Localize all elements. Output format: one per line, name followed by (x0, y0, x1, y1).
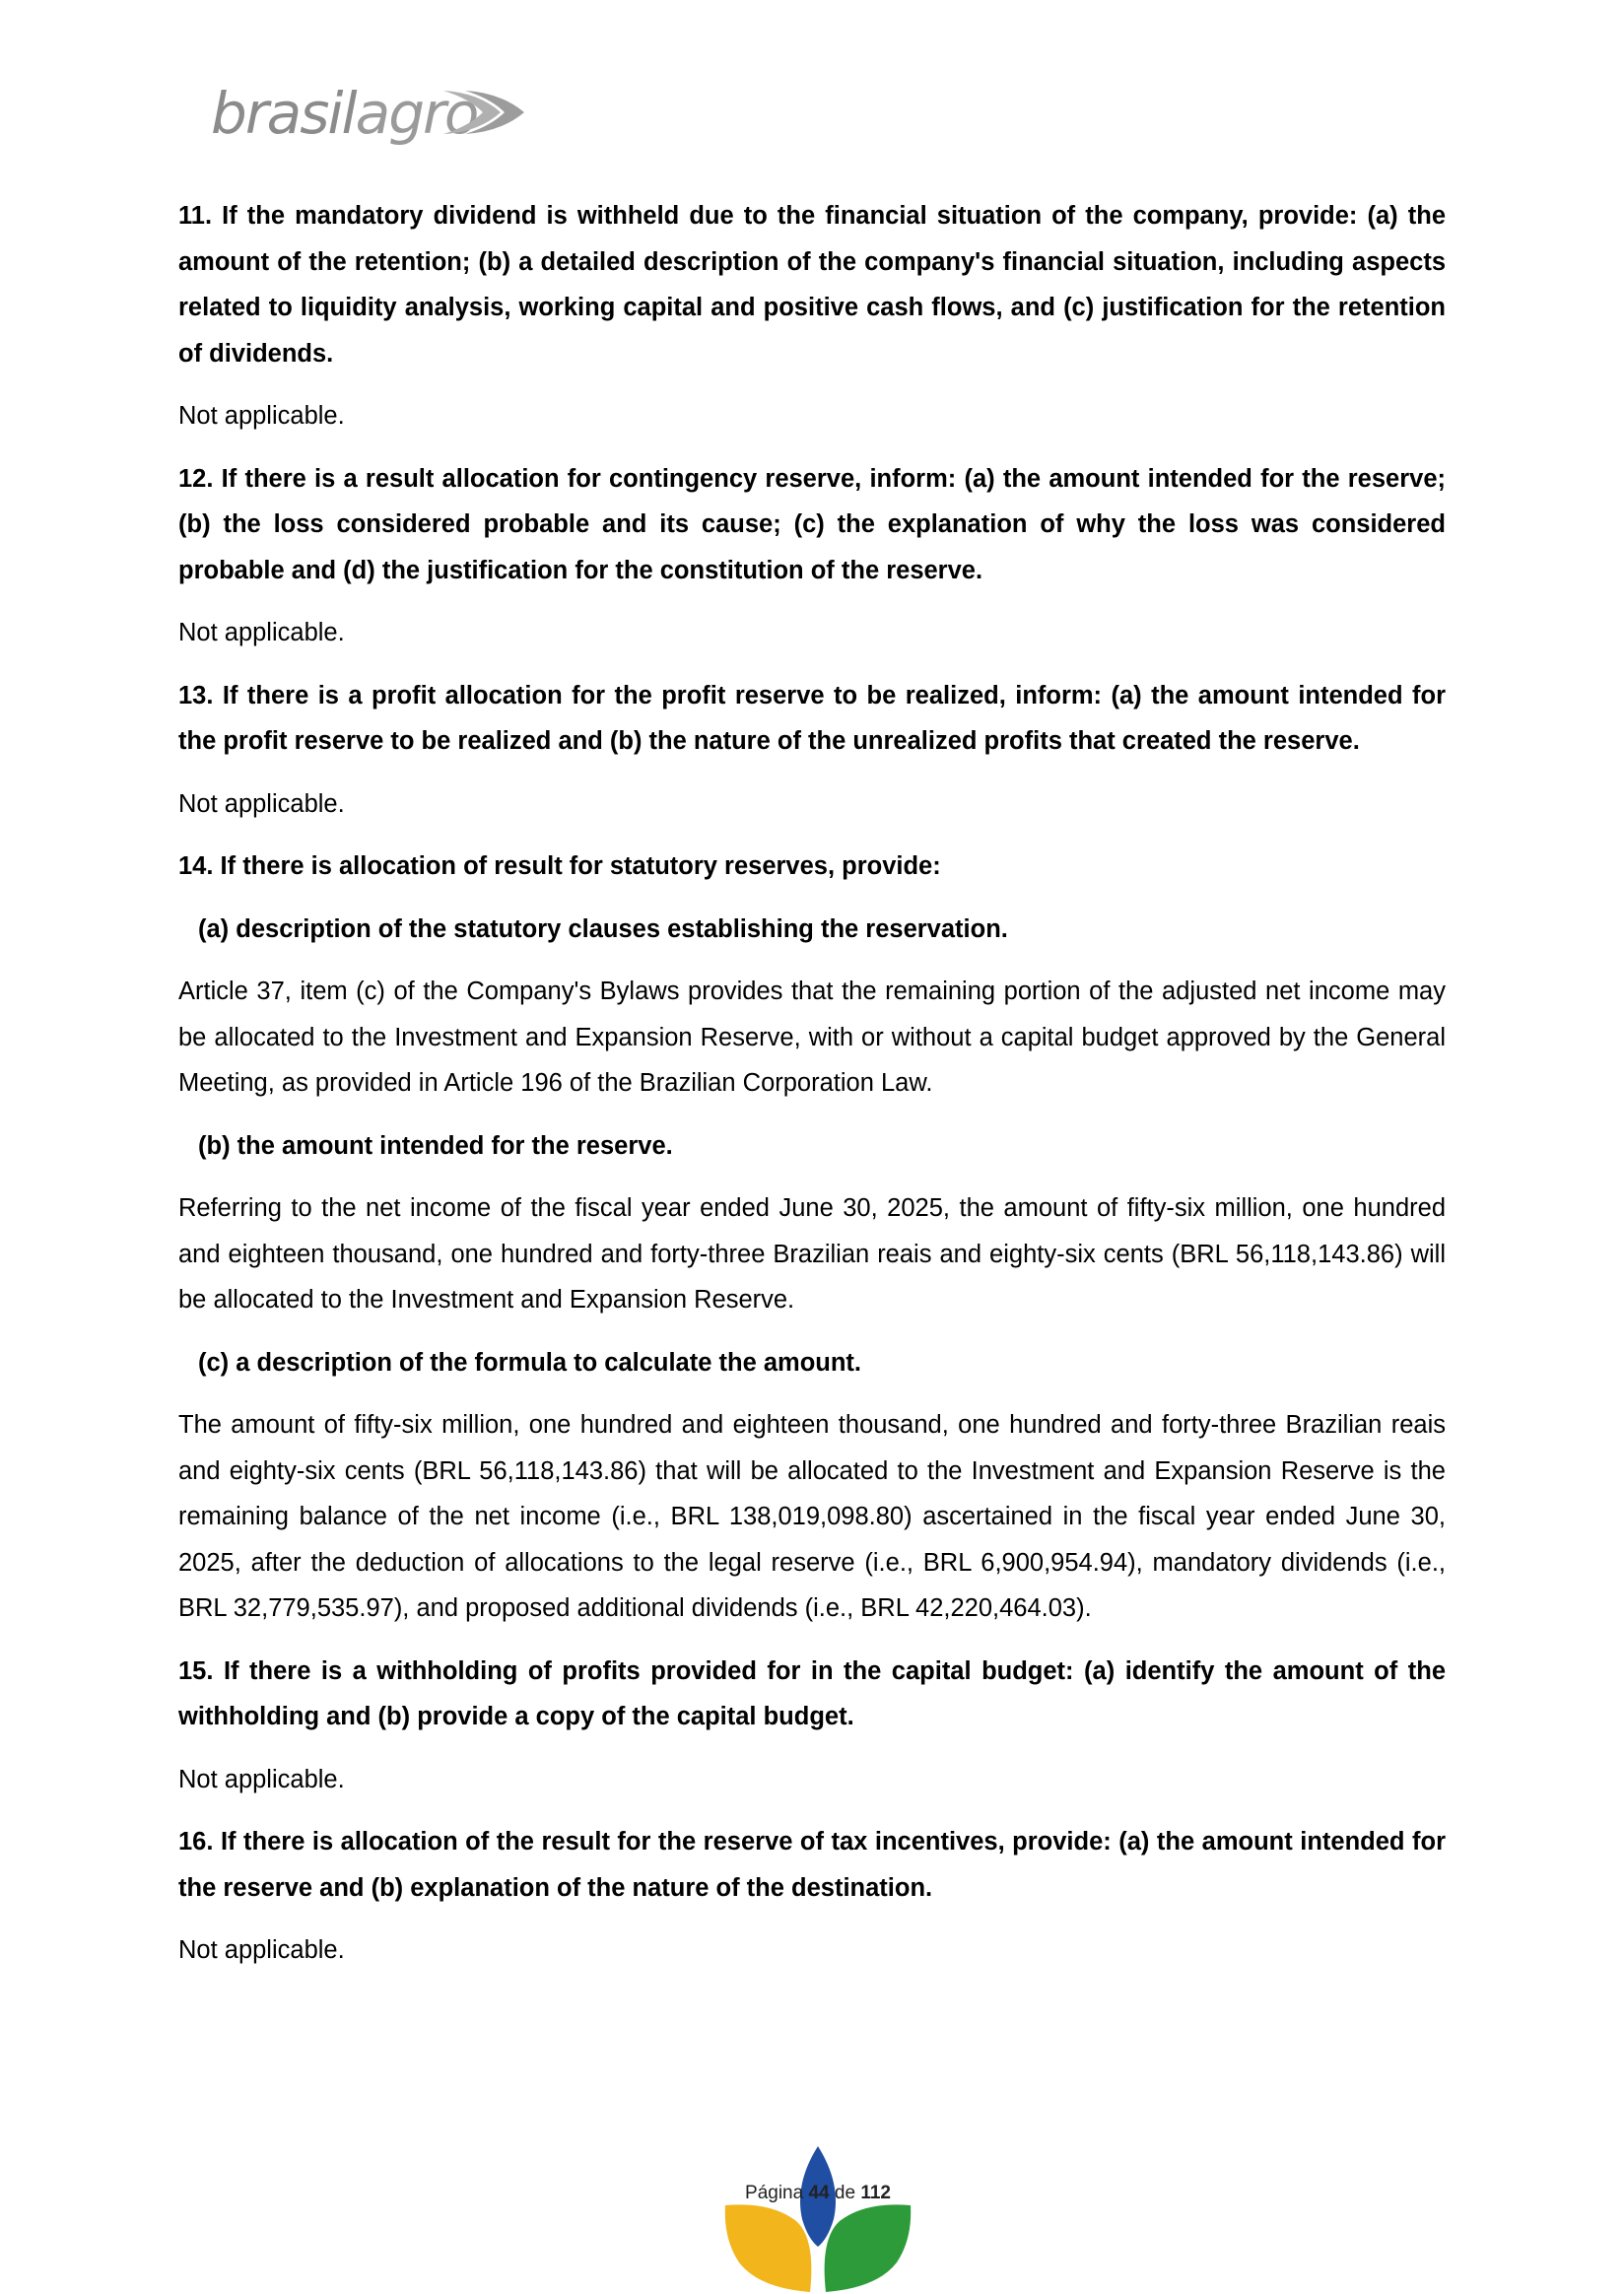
chevrons-icon (440, 87, 530, 138)
page-of: de (834, 2183, 856, 2203)
document-body (178, 193, 1446, 1974)
question-13: 13. If there is a profit allocation for the profit reserve to be realized, inform: (a) the amount intended for the profit reserve to be realized and (b) the nature of the unrealized profits that created the reserve. (178, 681, 1446, 755)
page-current: 44 (808, 2183, 830, 2203)
page-total: 112 (860, 2183, 891, 2203)
answer-14c: The amount of fifty-six million, one hundred and eighteen thousand, one hundred and forty-three Brazilian reais and eighty-six cents (BRL 56,118,143.86) that will be allocated to the Investment and Expansion Reserve is the remaining balance of the net income (i.e., BRL 138,019,098.80) ascertained in the fiscal year ended June 30, 2025, after the deduction of allocations to the legal reserve (i.e., BRL 6,900,954.94), mandatory dividends (i.e., BRL 32,779,535.97), and proposed additional dividends (i.e., BRL 42,220,464.03). (178, 1411, 1446, 1622)
page-number (719, 2184, 916, 2202)
question-14: 14. If there is allocation of result for statutory reserves, provide: (178, 852, 941, 880)
question-11: 11. If the mandatory dividend is withheld due to the financial situation of the company, provide: (a) the amount of the retention; (b) a detailed description of the company's financial situation, including aspects related to liquidity analysis, working capital and positive cash flows, and (c) justification for the retention of dividends. (178, 202, 1446, 368)
answer-14a: Article 37, item (c) of the Company's Bylaws provides that the remaining portion of the adjusted net income may be allocated to the Investment and Expansion Reserve, with or without a capital budget approved by the General Meeting, as provided in Article 196 of the Brazilian Corporation Law. (178, 978, 1446, 1097)
logo-wordmark (211, 80, 478, 147)
answer-11: Not applicable. (178, 402, 345, 430)
page-label: Página (745, 2183, 804, 2203)
brasilagro-logo (211, 80, 526, 162)
logo-part-agro: agro (355, 80, 478, 147)
question-15: 15. If there is a withholding of profits provided for in the capital budget: (a) identify the amount of the withholding and (b) provide a copy of the capital budget. (178, 1656, 1446, 1730)
question-14c: (c) a description of the formula to calculate the amount. (198, 1348, 861, 1377)
leaf-emblem-icon (719, 2144, 916, 2292)
page-footer (719, 2144, 916, 2292)
answer-13: Not applicable. (178, 789, 345, 818)
question-16: 16. If there is allocation of the result for the reserve of tax incentives, provide: (a) the amount intended for the reserve and (b) explanation of the nature of the destination. (178, 1828, 1446, 1902)
question-12: 12. If there is a result allocation for contingency reserve, inform: (a) the amount intended for the reserve; (b) the loss considered probable and its cause; (c) the explanation of why the loss was considered probable and (d) the justification for the constitution of the reserve. (178, 464, 1446, 584)
answer-15: Not applicable. (178, 1765, 345, 1793)
answer-14b: Referring to the net income of the fiscal year ended June 30, 2025, the amount of fifty-six million, one hundred and eighteen thousand, one hundred and forty-three Brazilian reais and eighty-six cents (BRL 56,118,143.86) will be allocated to the Investment and Expansion Reserve. (178, 1194, 1446, 1314)
answer-12: Not applicable. (178, 619, 345, 646)
logo-part-brasil: brasil (211, 80, 356, 147)
answer-16: Not applicable. (178, 1936, 345, 1964)
question-14a: (a) description of the statutory clauses establishing the reservation. (198, 914, 1008, 943)
question-14b: (b) the amount intended for the reserve. (198, 1131, 673, 1160)
